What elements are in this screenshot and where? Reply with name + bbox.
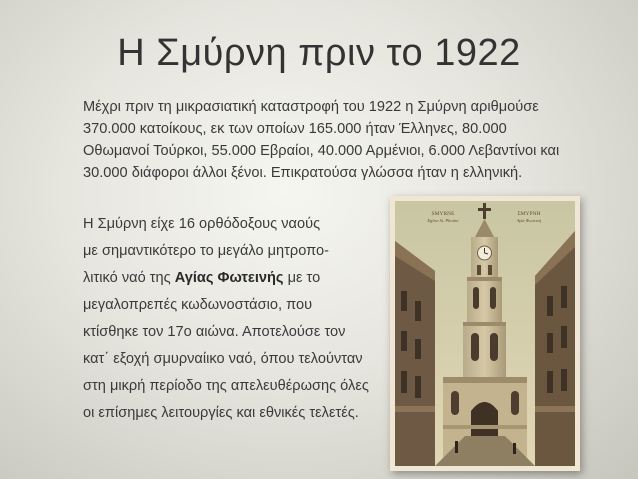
church-name: Αγίας Φωτεινής (174, 270, 284, 286)
body-line: Η Σμύρνη είχε 16 ορθόδοξους ναούς (83, 216, 321, 232)
body-line: στη μικρή περίοδο της απελευθέρωσης όλες (83, 378, 369, 394)
body-line: κτίσθηκε τον 17ο αιώνα. Αποτελούσε τον (83, 324, 346, 340)
body-paragraph (83, 211, 383, 427)
body-line (83, 265, 383, 292)
caption-left-1: SMYRNE (431, 211, 455, 217)
church-postcard-photo (390, 196, 580, 471)
caption-right-1: ΣΜΥΡΝΗ (517, 211, 541, 217)
caption-right-2: Αγία Φωτεινή (516, 218, 542, 223)
slide-title: Η Σμύρνη πριν το 1922 (117, 32, 521, 74)
body-line: με σημαντικότερο το μεγάλο μητροπο- (83, 243, 329, 259)
caption-left-2: Eglise St. Photini (427, 218, 459, 223)
body-line: μεγαλοπρεπές κωδωνοστάσιο, που (83, 297, 313, 313)
body-text-segment: με το (283, 270, 321, 286)
church-illustration (395, 201, 575, 466)
intro-paragraph: Μέχρι πριν τη μικρασιατική καταστροφή του 1922 η Σμύρνη αριθμούσε 370.000 κατοίκους, εκ των οποίων 165.000 ήταν Έλληνες, 80.000 Οθωμανοί Τούρκοι, 55.000 Εβραίοι, 40.000 Αρμένιοι, 6.000 Λεβαντίνοι και 30.000 διάφοροι άλλοι ξένοι. Επικρατούσα γλώσσα ήταν η ελληνική. (83, 99, 560, 181)
body-text-segment: λιτικό ναό της (83, 270, 175, 286)
body-line: οι επίσημες λειτουργίες και εθνικές τελετές. (83, 405, 359, 421)
body-line: κατ΄ εξοχή σμυρναίικο ναό, όπου τελούνταν (83, 351, 363, 367)
